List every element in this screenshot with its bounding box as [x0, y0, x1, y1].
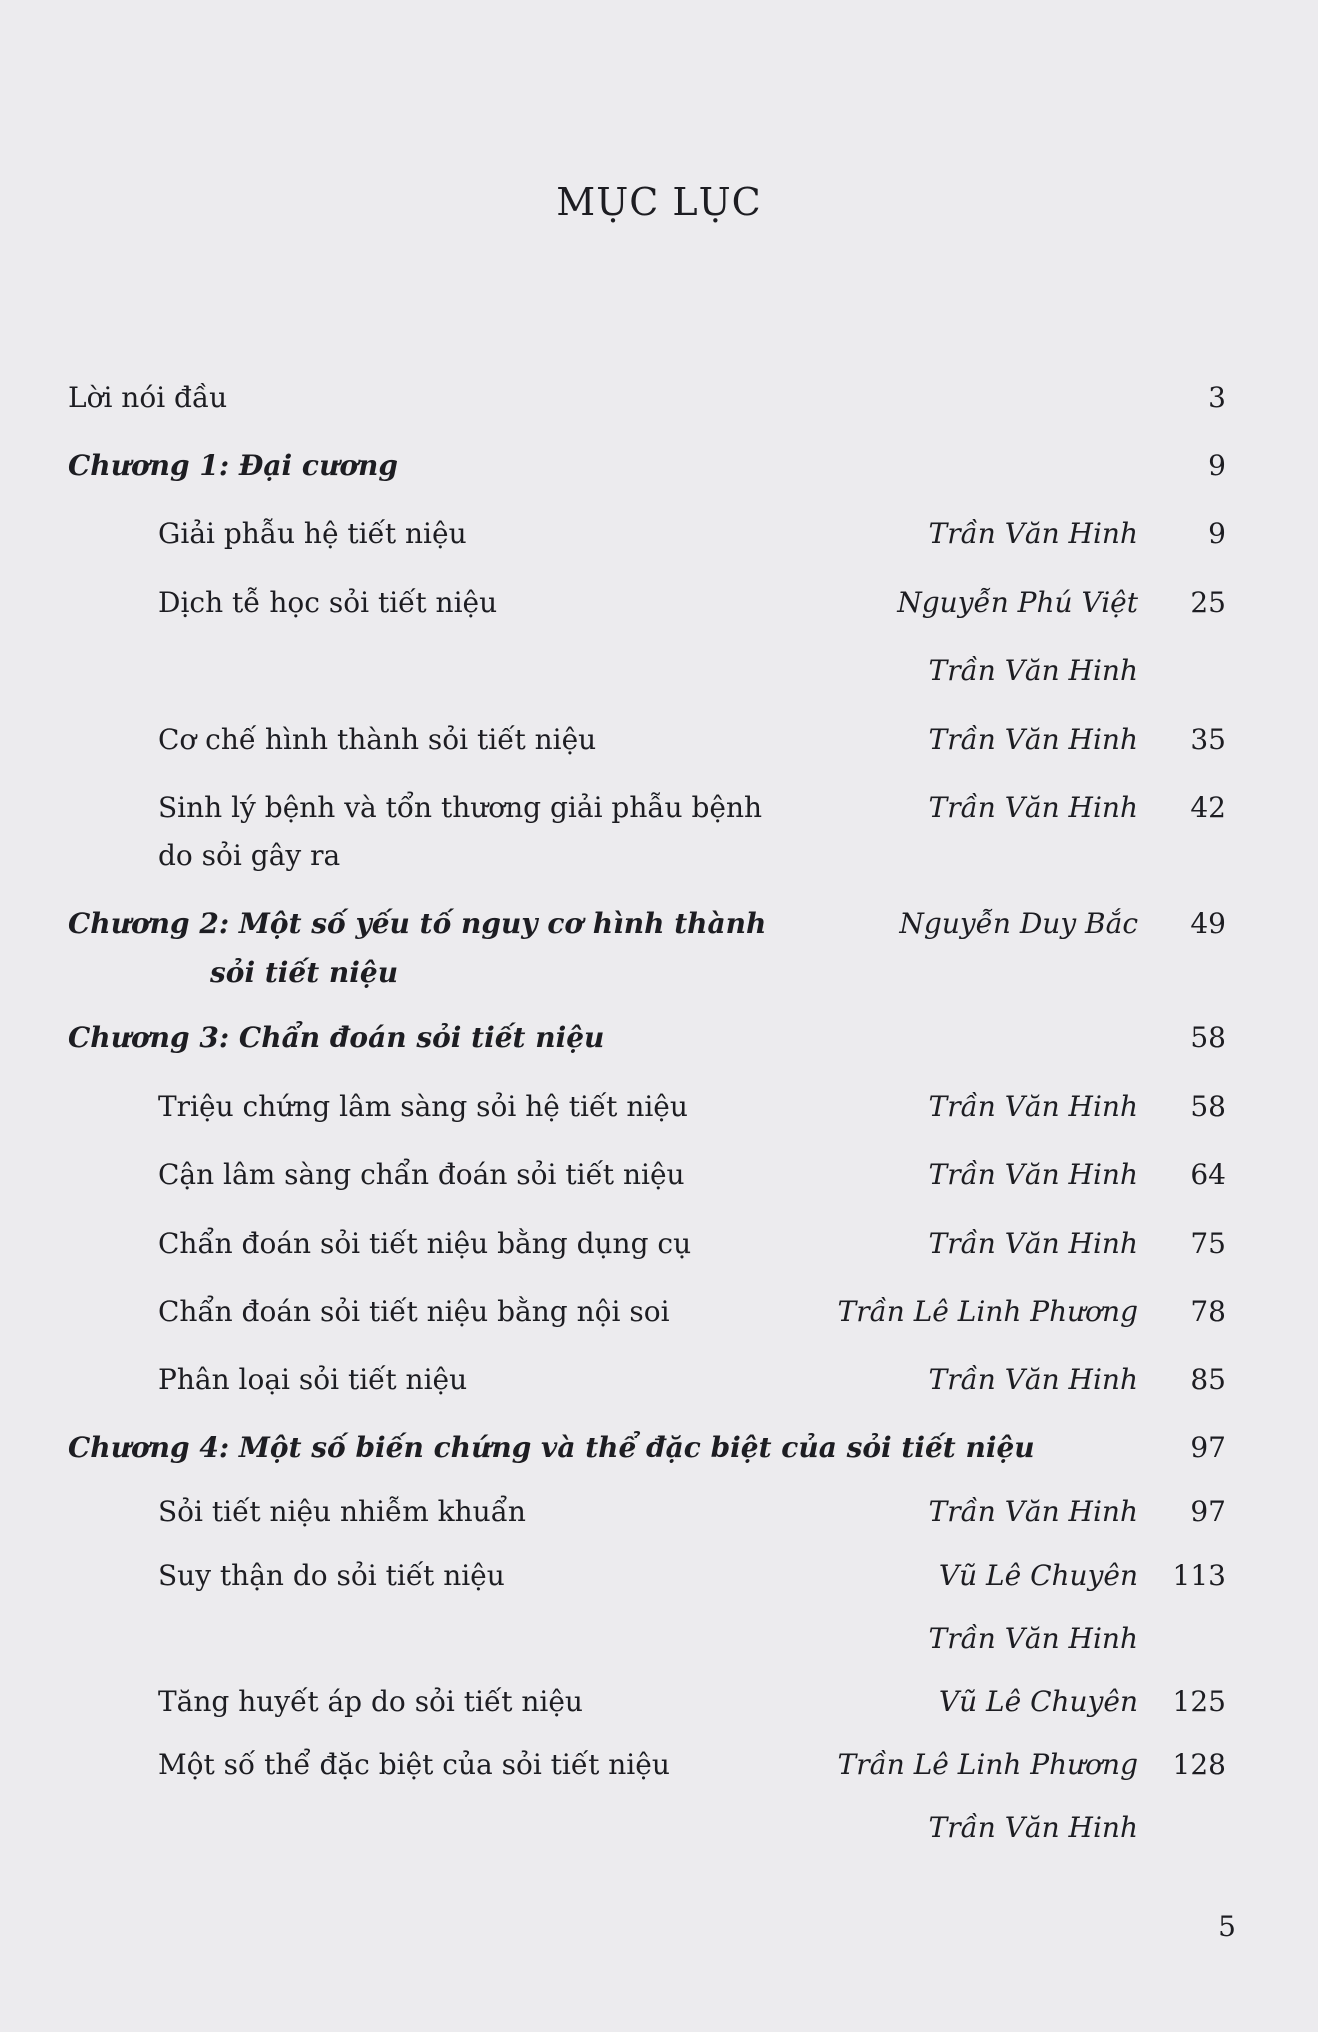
- section-title: Lời nói đầu: [68, 381, 228, 414]
- section-title: Tăng huyết áp do sỏi tiết niệu: [158, 1685, 583, 1718]
- entry-page: 58: [1190, 1021, 1226, 1054]
- entry-author: Nguyễn Phú Việt: [897, 586, 1138, 619]
- section-title: Triệu chứng lâm sàng sỏi hệ tiết niệu: [158, 1090, 688, 1123]
- entry-author: Vũ Lê Chuyên: [938, 1559, 1138, 1592]
- section-title: Suy thận do sỏi tiết niệu: [158, 1559, 505, 1592]
- entry-page: 85: [1190, 1363, 1226, 1396]
- section-title: Sỏi tiết niệu nhiễm khuẩn: [158, 1495, 526, 1528]
- entry-author: Trần Văn Hinh: [928, 1622, 1138, 1655]
- entry-page: 9: [1208, 517, 1226, 550]
- section-title: Cơ chế hình thành sỏi tiết niệu: [158, 723, 597, 756]
- page-title: MỤC LỤC: [556, 180, 762, 224]
- chapter-title: Chương 4: Một số biến chứng và thể đặc biệt của sỏi tiết niệu: [68, 1431, 1035, 1464]
- entry-page: 97: [1190, 1431, 1226, 1464]
- entry-author: Trần Văn Hinh: [928, 1495, 1138, 1528]
- entry-page: 25: [1190, 586, 1226, 619]
- chapter-title: Chương 1: Đại cương: [68, 449, 398, 482]
- entry-title-continuation: do sỏi gây ra: [158, 839, 341, 872]
- entry-title-continuation: sỏi tiết niệu: [210, 956, 399, 989]
- entry-page: 78: [1190, 1295, 1226, 1328]
- section-title: Giải phẫu hệ tiết niệu: [158, 517, 467, 550]
- entry-page: 35: [1190, 723, 1226, 756]
- entry-page: 58: [1190, 1090, 1226, 1123]
- entry-author: Nguyễn Duy Bắc: [899, 907, 1138, 940]
- entry-author: Trần Lê Linh Phương: [837, 1748, 1138, 1781]
- section-title: Một số thể đặc biệt của sỏi tiết niệu: [158, 1748, 670, 1781]
- entry-page: 42: [1190, 791, 1226, 824]
- entry-page: 64: [1190, 1158, 1226, 1191]
- entry-page: 113: [1172, 1559, 1226, 1592]
- chapter-title: Chương 3: Chẩn đoán sỏi tiết niệu: [68, 1021, 605, 1054]
- entry-page: 97: [1190, 1495, 1226, 1528]
- entry-page: 9: [1208, 449, 1226, 482]
- entry-author: Trần Văn Hinh: [928, 1811, 1138, 1844]
- entry-author: Trần Văn Hinh: [928, 1227, 1138, 1260]
- entry-page: 128: [1172, 1748, 1226, 1781]
- chapter-title: Chương 2: Một số yếu tố nguy cơ hình thành: [68, 907, 767, 940]
- section-title: Phân loại sỏi tiết niệu: [158, 1363, 468, 1396]
- entry-author: Trần Văn Hinh: [928, 517, 1138, 550]
- entry-author: Trần Văn Hinh: [928, 1363, 1138, 1396]
- section-title: Chẩn đoán sỏi tiết niệu bằng nội soi: [158, 1295, 670, 1328]
- section-title: Cận lâm sàng chẩn đoán sỏi tiết niệu: [158, 1158, 685, 1191]
- section-title: Dịch tễ học sỏi tiết niệu: [158, 586, 498, 619]
- entry-author: Trần Văn Hinh: [928, 791, 1138, 824]
- entry-page: 3: [1208, 381, 1226, 414]
- page-number: 5: [1218, 1910, 1236, 1943]
- entry-author: Trần Văn Hinh: [928, 1158, 1138, 1191]
- entry-page: 75: [1190, 1227, 1226, 1260]
- entry-author: Trần Văn Hinh: [928, 1090, 1138, 1123]
- entry-page: 125: [1172, 1685, 1226, 1718]
- section-title: Sinh lý bệnh và tổn thương giải phẫu bệnh: [158, 791, 763, 824]
- entry-author: Trần Văn Hinh: [928, 723, 1138, 756]
- entry-author: Trần Lê Linh Phương: [837, 1295, 1138, 1328]
- entry-author: Vũ Lê Chuyên: [938, 1685, 1138, 1718]
- section-title: Chẩn đoán sỏi tiết niệu bằng dụng cụ: [158, 1227, 692, 1260]
- entry-page: 49: [1190, 907, 1226, 940]
- entry-author: Trần Văn Hinh: [928, 654, 1138, 687]
